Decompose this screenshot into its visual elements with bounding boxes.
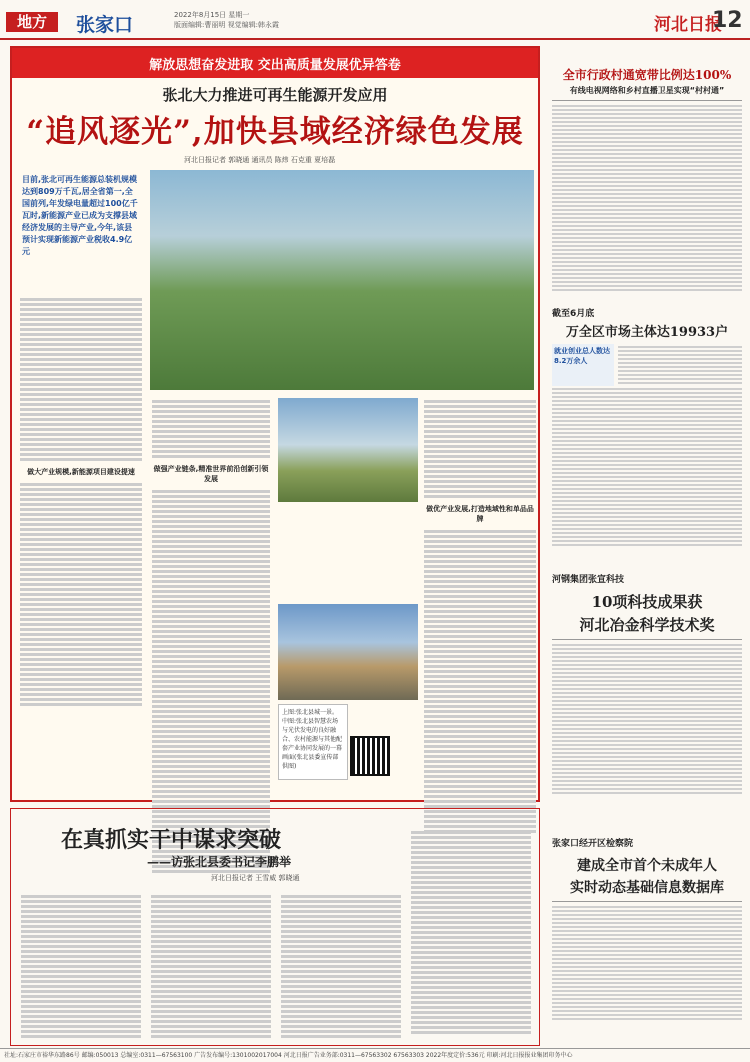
page-header bbox=[0, 0, 750, 40]
page-number: 12 bbox=[712, 8, 743, 33]
interview-article bbox=[10, 808, 540, 1046]
issue-date: 2022年8月15日 星期一 bbox=[174, 11, 250, 19]
right-story-4-kicker: 张家口经开区检察院 bbox=[552, 839, 634, 849]
banner-text: 解放思想奋发进取 交出高质量发展优异答卷 bbox=[149, 58, 401, 73]
qr-code-icon bbox=[350, 736, 390, 776]
right-story-2-kicker: 截至6月底 bbox=[552, 309, 595, 319]
newspaper-logo: 河北日报 bbox=[654, 15, 722, 35]
column-banner bbox=[12, 48, 538, 78]
right-story-4-title-1: 建成全市首个未成年人 bbox=[577, 858, 717, 874]
right-story-1-subtitle: 有线电视网络和乡村直播卫星实现“村村通” bbox=[569, 86, 725, 95]
article-title: “追风逐光”,加快县域经济绿色发展 bbox=[26, 114, 524, 150]
photo-solar-workers bbox=[278, 604, 418, 700]
issue-meta bbox=[174, 10, 279, 30]
right-story-2-note: 就业创业总人数达8.2万余人 bbox=[552, 344, 614, 386]
interview-subtitle: ——访张北县委书记李鹏举 bbox=[147, 855, 292, 869]
right-story-3-body bbox=[552, 644, 742, 794]
right-story-3 bbox=[552, 572, 742, 796]
col-3-body bbox=[424, 398, 536, 835]
section-city: 张家口 bbox=[76, 14, 134, 36]
right-story-2-body bbox=[552, 388, 742, 546]
photo-solar-field-aerial bbox=[150, 170, 534, 390]
article-byline: 河北日报记者 郭晓通 通讯员 陈炜 石克重 夏培磊 bbox=[184, 156, 336, 164]
interview-body-4 bbox=[411, 829, 531, 1036]
section-badge: 地方 bbox=[6, 12, 58, 32]
right-story-2 bbox=[552, 306, 742, 548]
right-story-2-title: 万全区市场主体达19933户 bbox=[565, 325, 729, 340]
right-story-3-kicker: 河钢集团张宣科技 bbox=[552, 575, 625, 585]
right-story-4 bbox=[552, 836, 742, 1022]
article-subtitle: 张北大力推进可再生能源开发应用 bbox=[162, 86, 388, 104]
right-column bbox=[552, 66, 742, 293]
issue-editors: 版面编辑:曹丽明 视觉编辑:韩永霞 bbox=[174, 21, 279, 29]
col-1-body bbox=[20, 296, 142, 708]
interview-body-2 bbox=[151, 893, 271, 1040]
photo-county-town bbox=[278, 398, 418, 502]
subhead-1: 做大产业规模,新能源项目建设提速 bbox=[27, 468, 135, 476]
right-story-4-body bbox=[552, 906, 742, 1020]
lead-article bbox=[10, 46, 540, 802]
interview-title: 在真抓实干中谋求突破 bbox=[61, 827, 282, 853]
right-story-4-title-2: 实时动态基础信息数据库 bbox=[570, 880, 724, 896]
interview-byline: 河北日报记者 王雪威 郭晓通 bbox=[211, 874, 300, 882]
subhead-3: 做优产业发展,打造地域性和单品品牌 bbox=[426, 505, 534, 523]
article-lead: 目前,张北可再生能源总装机规模达到809万千瓦,居全省第一,全国前列,年发绿电量超过100亿千瓦时,新能源产业已成为支撑县域经济发展的主导产业,今年,该县预计实现新能源产业税收4.9亿元 bbox=[22, 175, 138, 256]
interview-body-3 bbox=[281, 893, 401, 1040]
interview-body-1 bbox=[21, 893, 141, 1040]
page-footer: 社址:石家庄市裕华东路86号 邮编:050013 总编室:0311—67563100 广告发布编号:1301002017004 河北日报广告业务部:0311—67563302 67563303 2022年度定价:536元 印刷:河北日报报业集团印务中心 bbox=[0, 1048, 750, 1062]
right-story-3-title-1: 10项科技成果获 bbox=[591, 593, 703, 611]
col-2-body bbox=[152, 398, 270, 875]
right-story-1-title: 全市行政村通宽带比例达100% bbox=[562, 68, 732, 82]
subhead-2: 做强产业链条,精准世界前沿创新引领发展 bbox=[153, 465, 269, 483]
photo-caption: 上图:张北县城一景。 中图:张北县智慧农场与光伏发电的良好融合、农村能源与其他配套产业协同发展的一幕画面(张北县委宣传部供图) bbox=[278, 704, 348, 780]
right-story-3-title-2: 河北冶金科学技术奖 bbox=[579, 616, 715, 634]
right-story-1-body bbox=[552, 105, 742, 291]
